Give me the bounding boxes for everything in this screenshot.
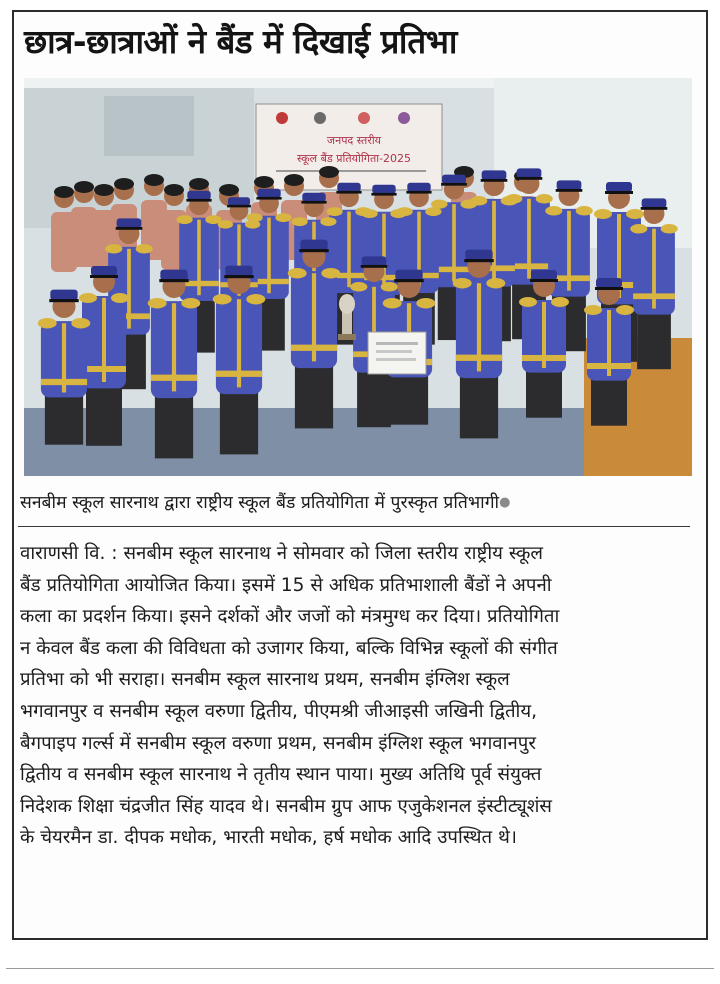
body-line: न केवल बैंड कला की विविधता को उजागर किया, बल्कि विभिन्न स्कूलों की संगीत <box>20 637 558 659</box>
photo-caption <box>20 490 690 514</box>
caption-marker: ● <box>499 495 511 510</box>
body-line: के चेयरमैन डा. दीपक मधोक, भारती मधोक, हर्ष मधोक आदि उपस्थित थे। <box>20 827 517 849</box>
body-line: बैगपाइप गर्ल्स में सनबीम स्कूल वरुणा प्रथम, सनबीम इंग्लिश स्कूल भगवानपुर <box>20 732 536 754</box>
body-line: द्वितीय व सनबीम स्कूल सारनाथ ने तृतीय स्थान पाया। मुख्य अतिथि पूर्व संयुक्त <box>20 764 542 786</box>
caption-divider <box>18 526 690 527</box>
body-line: कला का प्रदर्शन किया। इसने दर्शकों और जजों को मंत्रमुग्ध कर दिया। प्रतियोगिता <box>20 606 560 628</box>
body-line: प्रतिभा को भी सराहा। सनबीम स्कूल सारनाथ प्रथम, सनबीम इंग्लिश स्कूल <box>20 669 510 691</box>
event-banner <box>256 104 442 190</box>
certificate <box>368 332 426 374</box>
photo-caption-text: सनबीम स्कूल सारनाथ द्वारा राष्ट्रीय स्कूल बैंड प्रतियोगिता में पुरस्कृत प्रतिभागी <box>20 493 500 513</box>
body-line: वाराणसी वि. : सनबीम स्कूल सारनाथ ने सोमवार को जिला स्तरीय राष्ट्रीय स्कूल <box>20 543 543 564</box>
body-line: भगवानपुर व सनबीम स्कूल वरुणा द्वितीय, पीएमश्री जीआइसी जखिनी द्वितीय, <box>20 700 538 722</box>
group-photo-drawing <box>24 78 692 476</box>
body-line: बैंड प्रतियोगिता आयोजित किया। इसमें 15 से अधिक प्रतिभाशाली बैंडों ने अपनी <box>20 574 552 596</box>
article-body <box>20 538 694 854</box>
body-line: निदेशक शिक्षा चंद्रजीत सिंह यादव थे। सनबीम ग्रुप आफ एजुकेशनल इंस्टीट्यूशंस <box>20 795 552 817</box>
banner-line1: जनपद स्तरीय <box>326 134 382 147</box>
group-photo <box>24 78 692 476</box>
banner-line2: स्कूल बैंड प्रतियोगिता-2025 <box>296 152 412 165</box>
page-bottom-rule <box>6 968 714 969</box>
article-headline: छात्र-छात्राओं ने बैंड में दिखाई प्रतिभा <box>24 22 457 61</box>
